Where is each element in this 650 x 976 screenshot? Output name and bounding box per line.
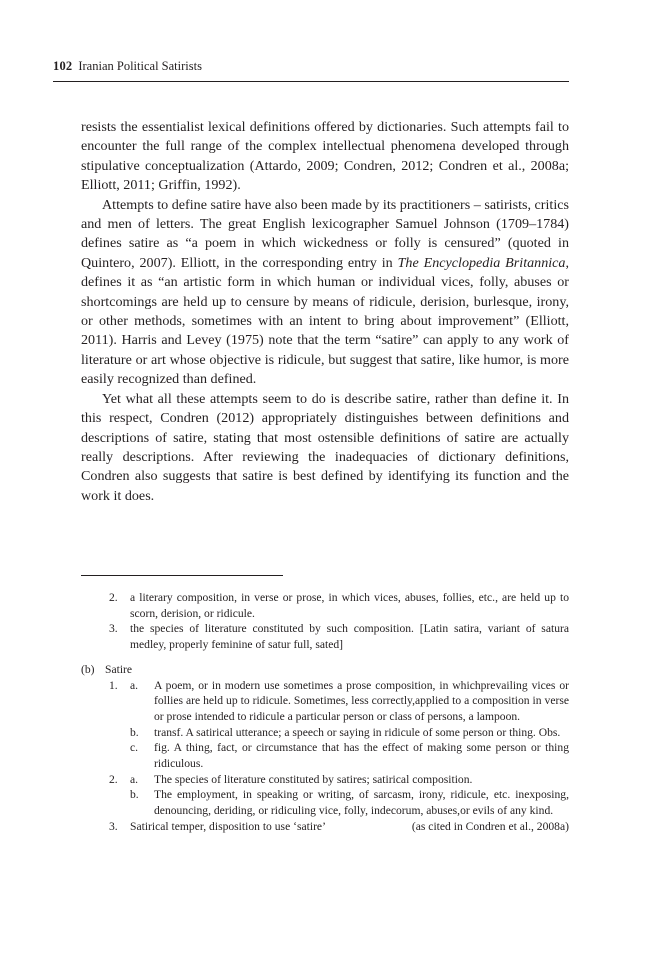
extract-rule bbox=[81, 575, 283, 576]
item-text: The species of literature constituted by satires; satirical composition. bbox=[154, 772, 473, 786]
list-item bbox=[81, 772, 569, 788]
item-text: the species of literature constituted by such composition. [Latin satira, variant of satura medley, properly feminine of satur full, sated] bbox=[130, 622, 569, 652]
paragraph-2-part-b: , defines it as “an artistic form in which human or individual vices, folly, abuses or shortcomings are held up to censure by means of ridicule, derision, burlesque, irony, or other methods, sometimes with an intent to bring about improvement” (Elliott, 2011). Harris and Levey (1975) note that the term “satire” can apply to any work of literature or art whose objective is ridicule, but suggest that satire, like humor, is more easily recognized than defined. bbox=[81, 254, 569, 388]
item-number: 3. bbox=[109, 622, 118, 636]
paragraph-3: Yet what all these attempts seem to do is describe satire, rather than define it. In this respect, Condren (2012) appropriately distinguishes between definitions and descriptions of satire, stating that most ostensible definitions of satire are actually really descriptions. After reviewing the inadequacies of dictionary definitions, Condren also suggests that satire is best defined by identifying its function and the work it does. bbox=[81, 390, 569, 504]
item-letter: b. bbox=[130, 788, 139, 802]
item-number: 1. bbox=[109, 678, 118, 692]
item-text: The employment, in speaking or writing, of sarcasm, irony, ridicule, etc. inexposing, denouncing, deriding, or ridiculing vice, folly, indecorum, abuses,or evils of any kind. bbox=[154, 788, 569, 818]
section-label: (b) bbox=[81, 662, 95, 676]
page-number: 102 bbox=[53, 59, 73, 73]
list-item bbox=[81, 725, 569, 741]
running-title: Iranian Political Satirists bbox=[78, 59, 202, 73]
item-letter: a. bbox=[130, 678, 139, 692]
list-item bbox=[81, 621, 569, 652]
item-text: A poem, or in modern use sometimes a prose composition, in whichprevailing vices or follies are held up to ridicule. Sometimes, less correctly,applied to a composition in verse or prose intended to ridicule a particular person or class of persons, a lampoon. bbox=[154, 678, 569, 723]
item-text: a literary composition, in verse or prose, in which vices, abuses, follies, etc., are held up to scorn, derision, or ridicule. bbox=[130, 591, 569, 620]
list-item bbox=[81, 590, 569, 621]
main-text bbox=[81, 118, 569, 506]
list-item bbox=[81, 678, 569, 725]
item-number: 2. bbox=[109, 772, 118, 786]
citation: (as cited in Condren et al., 2008a) bbox=[411, 819, 569, 833]
section-heading bbox=[81, 662, 569, 678]
paragraph-2 bbox=[81, 196, 569, 390]
item-number: 3. bbox=[109, 819, 118, 833]
item-number: 2. bbox=[109, 591, 118, 604]
dictionary-extract bbox=[81, 590, 569, 835]
running-header bbox=[53, 59, 569, 82]
item-letter: b. bbox=[130, 725, 139, 739]
list-item bbox=[81, 787, 569, 818]
item-text: Satirical temper, disposition to use ‘satire’ bbox=[130, 819, 326, 833]
list-item bbox=[81, 740, 569, 771]
paragraph-1: resists the essentialist lexical definitions offered by dictionaries. Such attempts fail to encounter the full range of the complex intellectual phenomena developed through stipulative conceptualization (Attardo, 2009; Condren, 2012; Condren et al., 2008a; Elliott, 2011; Griffin, 1992). bbox=[81, 119, 569, 194]
item-text: fig. A thing, fact, or circumstance that has the effect of making some person or thing ridiculous. bbox=[154, 741, 569, 771]
list-item bbox=[81, 819, 569, 835]
section-title: Satire bbox=[105, 662, 133, 676]
item-letter: a. bbox=[130, 772, 139, 786]
encyclopedia-title: The Encyclopedia Britannica bbox=[397, 254, 566, 271]
paragraph-2-part-a: Attempts to define satire have also been made by its practitioners – satirists, critics and men of letters. The great English lexicographer Samuel Johnson (1709–1784) defines satire as “a poem in which wickedness or folly is censured” (quoted in Quintero, 2007). Elliott, in the corresponding entry in bbox=[81, 196, 569, 271]
item-letter: c. bbox=[130, 741, 139, 755]
item-text: transf. A satirical utterance; a speech or saying in ridicule of some person or thing. Obs. bbox=[154, 725, 561, 739]
